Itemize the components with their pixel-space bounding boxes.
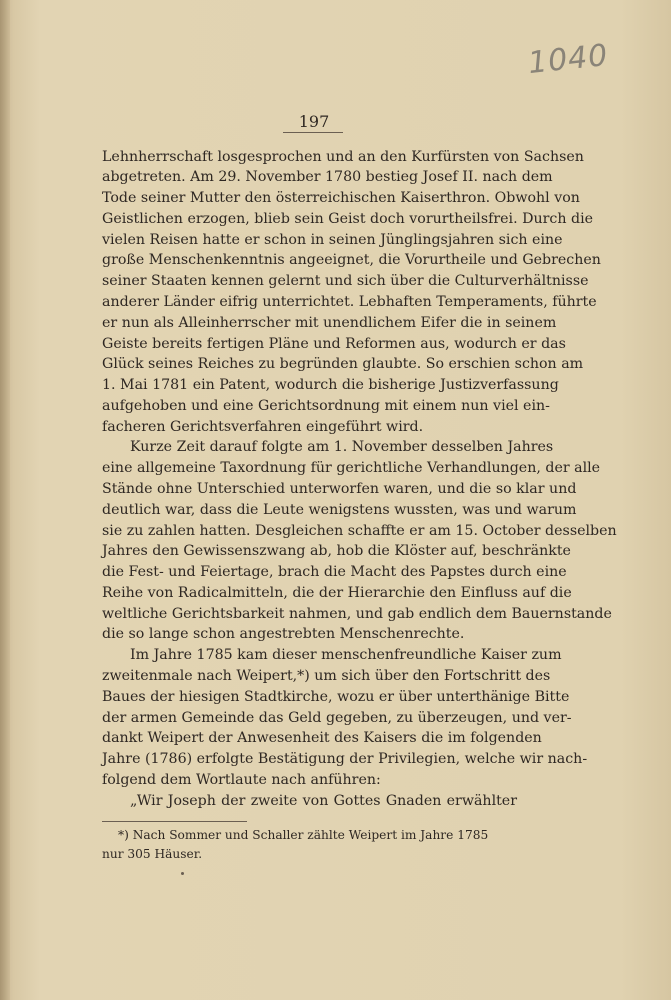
page-number: 197	[298, 112, 330, 131]
ink-speck	[181, 872, 184, 875]
text-line: Jahres den Gewissenszwang ab, hob die Klöster auf, beschränkte	[102, 543, 571, 559]
text-line: Glück seines Reiches zu begründen glaubte. So erschien schon am	[102, 356, 584, 372]
text-line: Baues der hiesigen Stadtkirche, wozu er über unterthänige Bitte	[102, 689, 570, 705]
text-line: sie zu zahlen hatten. Desgleichen schaffte er am 15. October desselben	[102, 523, 617, 539]
footnote-line: nur 305 Häuser.	[102, 847, 203, 861]
text-line: Stände ohne Unterschied unterworfen waren, und die so klar und	[102, 481, 577, 497]
text-line: 1. Mai 1781 ein Patent, wodurch die bisherige Justizverfassung	[102, 377, 559, 393]
text-line: dankt Weipert der Anwesenheit des Kaisers die im folgenden	[102, 730, 542, 746]
text-line: der armen Gemeinde das Geld gegeben, zu überzeugen, und ver-	[102, 710, 572, 726]
handwritten-annotation: 1040	[526, 37, 610, 82]
footnote-line: *) Nach Sommer und Schaller zählte Weipert im Jahre 1785	[118, 828, 489, 842]
footnote-rule	[102, 821, 247, 822]
text-line: Im Jahre 1785 kam dieser menschenfreundliche Kaiser zum	[130, 647, 562, 663]
text-line: die so lange schon angestrebten Menschenrechte.	[102, 626, 465, 642]
text-line: aufgehoben und eine Gerichtsordnung mit einem nun viel ein-	[102, 398, 550, 414]
text-line: anderer Länder eifrig unterrichtet. Lebhaften Temperaments, führte	[102, 294, 597, 310]
text-line: eine allgemeine Taxordnung für gerichtliche Verhandlungen, der alle	[102, 460, 601, 476]
text-line: Tode seiner Mutter den österreichischen Kaiserthron. Obwohl von	[102, 190, 580, 206]
text-line: „Wir Joseph der zweite von Gottes Gnaden erwählter	[130, 793, 517, 809]
text-line: seiner Staaten kennen gelernt und sich über die Culturverhältnisse	[102, 273, 589, 289]
text-line: deutlich war, dass die Leute wenigstens wussten, was und warum	[102, 502, 577, 518]
text-line: große Menschenkenntnis angeeignet, die Vorurtheile und Gebrechen	[102, 252, 601, 268]
text-line: vielen Reisen hatte er schon in seinen Jünglingsjahren sich eine	[102, 232, 563, 248]
text-line: weltliche Gerichtsbarkeit nahmen, und gab endlich dem Bauernstande	[102, 606, 612, 622]
text-line: Lehnherrschaft losgesprochen und an den Kurfürsten von Sachsen	[102, 149, 584, 165]
page-spine-shadow	[0, 0, 10, 1000]
page-number-rule	[283, 132, 343, 133]
text-line: Reihe von Radicalmitteln, die der Hierarchie den Einfluss auf die	[102, 585, 572, 601]
text-line: zweitenmale nach Weipert,*) um sich über den Fortschritt des	[102, 668, 551, 684]
text-line: Geistlichen erzogen, blieb sein Geist doch vorurtheilsfrei. Durch die	[102, 211, 593, 227]
text-line: er nun als Alleinherrscher mit unendlichem Eifer die in seinem	[102, 315, 557, 331]
text-line: Jahre (1786) erfolgte Bestätigung der Privilegien, welche wir nach-	[102, 751, 588, 767]
text-line: Geiste bereits fertigen Pläne und Reformen aus, wodurch er das	[102, 336, 566, 352]
text-line: die Fest- und Feiertage, brach die Macht des Papstes durch eine	[102, 564, 567, 580]
text-line: Kurze Zeit darauf folgte am 1. November desselben Jahres	[130, 439, 554, 455]
text-line: folgend dem Wortlaute nach anführen:	[102, 772, 381, 788]
text-line: abgetreten. Am 29. November 1780 bestieg Josef II. nach dem	[102, 169, 553, 185]
text-line: facheren Gerichtsverfahren eingeführt wird.	[102, 419, 424, 435]
